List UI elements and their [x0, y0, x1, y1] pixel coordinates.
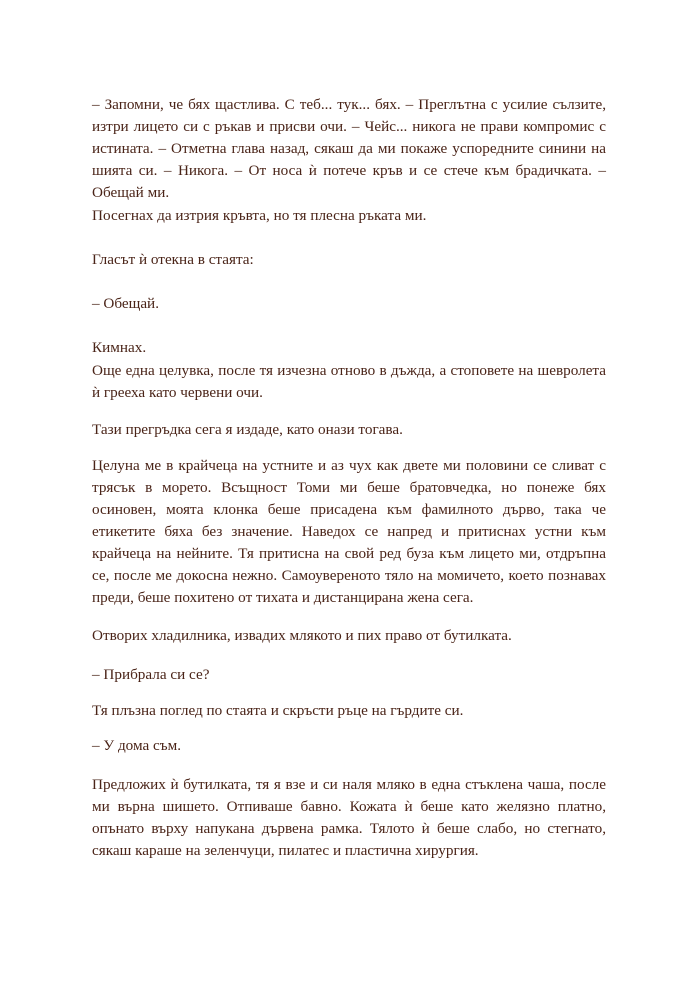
paragraph-2: Посегнах да изтрия кръвта, но тя плесна ръката ми. — [92, 207, 427, 224]
paragraph-13: Предложих ѝ бутилката, тя я взе и си наля мляко в една стъклена чаша, после ми върна шишето. Отпиваше бавно. Кожата ѝ беше като желязно платно, опънато върху напукана дървена рамка. Тялото ѝ беше слабо, но стегнато, сякаш караше на зеленчуци, пилатес и пластична хирургия. — [92, 776, 606, 859]
paragraph-11: Тя плъзна поглед по стаята и скръсти ръце на гърдите си. — [92, 702, 464, 719]
paragraph-8: Целуна ме в крайчеца на устните и аз чух как двете ми половини се сливат с трясък в морето. Всъщност Томи ми беше братовчедка, но понеже бях осиновен, моята клонка беше присадена към фамилното дърво, така че етикетите бяха без значение. Наведох се напред и притиснах устни към крайчеца на нейните. Тя притисна на свой ред буза към лицето ми, отдръпна се, после ме докосна нежно. Самоувереното тяло на момичето, което познавах преди, беше похитено от тихата и дистанцирана жена сега. — [92, 457, 606, 606]
paragraph-6: Още една целувка, после тя изчезна отново в дъжда, а стоповете на шевролета ѝ грееха като червени очи. — [92, 362, 606, 401]
paragraph-3: Гласът ѝ отекна в стаята: — [92, 251, 254, 268]
paragraph-10: – Прибрала си се? — [92, 666, 210, 683]
paragraph-5: Кимнах. — [92, 339, 147, 356]
paragraph-4: – Обещай. — [92, 295, 159, 312]
paragraph-9: Отворих хладилника, извадих млякото и пих право от бутилката. — [92, 627, 512, 644]
paragraph-1: – Запомни, че бях щастлива. С теб... тук... бях. – Преглътна с усилие сълзите, изтри лицето си с ръкав и присви очи. – Чейс... никога не прави компромис с истината. – Отметна глава назад, сякаш да ми покаже успоредните синини на шията си. – Никога. – От носа ѝ потече кръв и се стече към брадичката. – Обещай ми. — [92, 96, 606, 201]
paragraph-7: Тази прегръдка сега я издаде, като онази тогава. — [92, 421, 403, 438]
paragraph-12: – У дома съм. — [92, 737, 182, 754]
